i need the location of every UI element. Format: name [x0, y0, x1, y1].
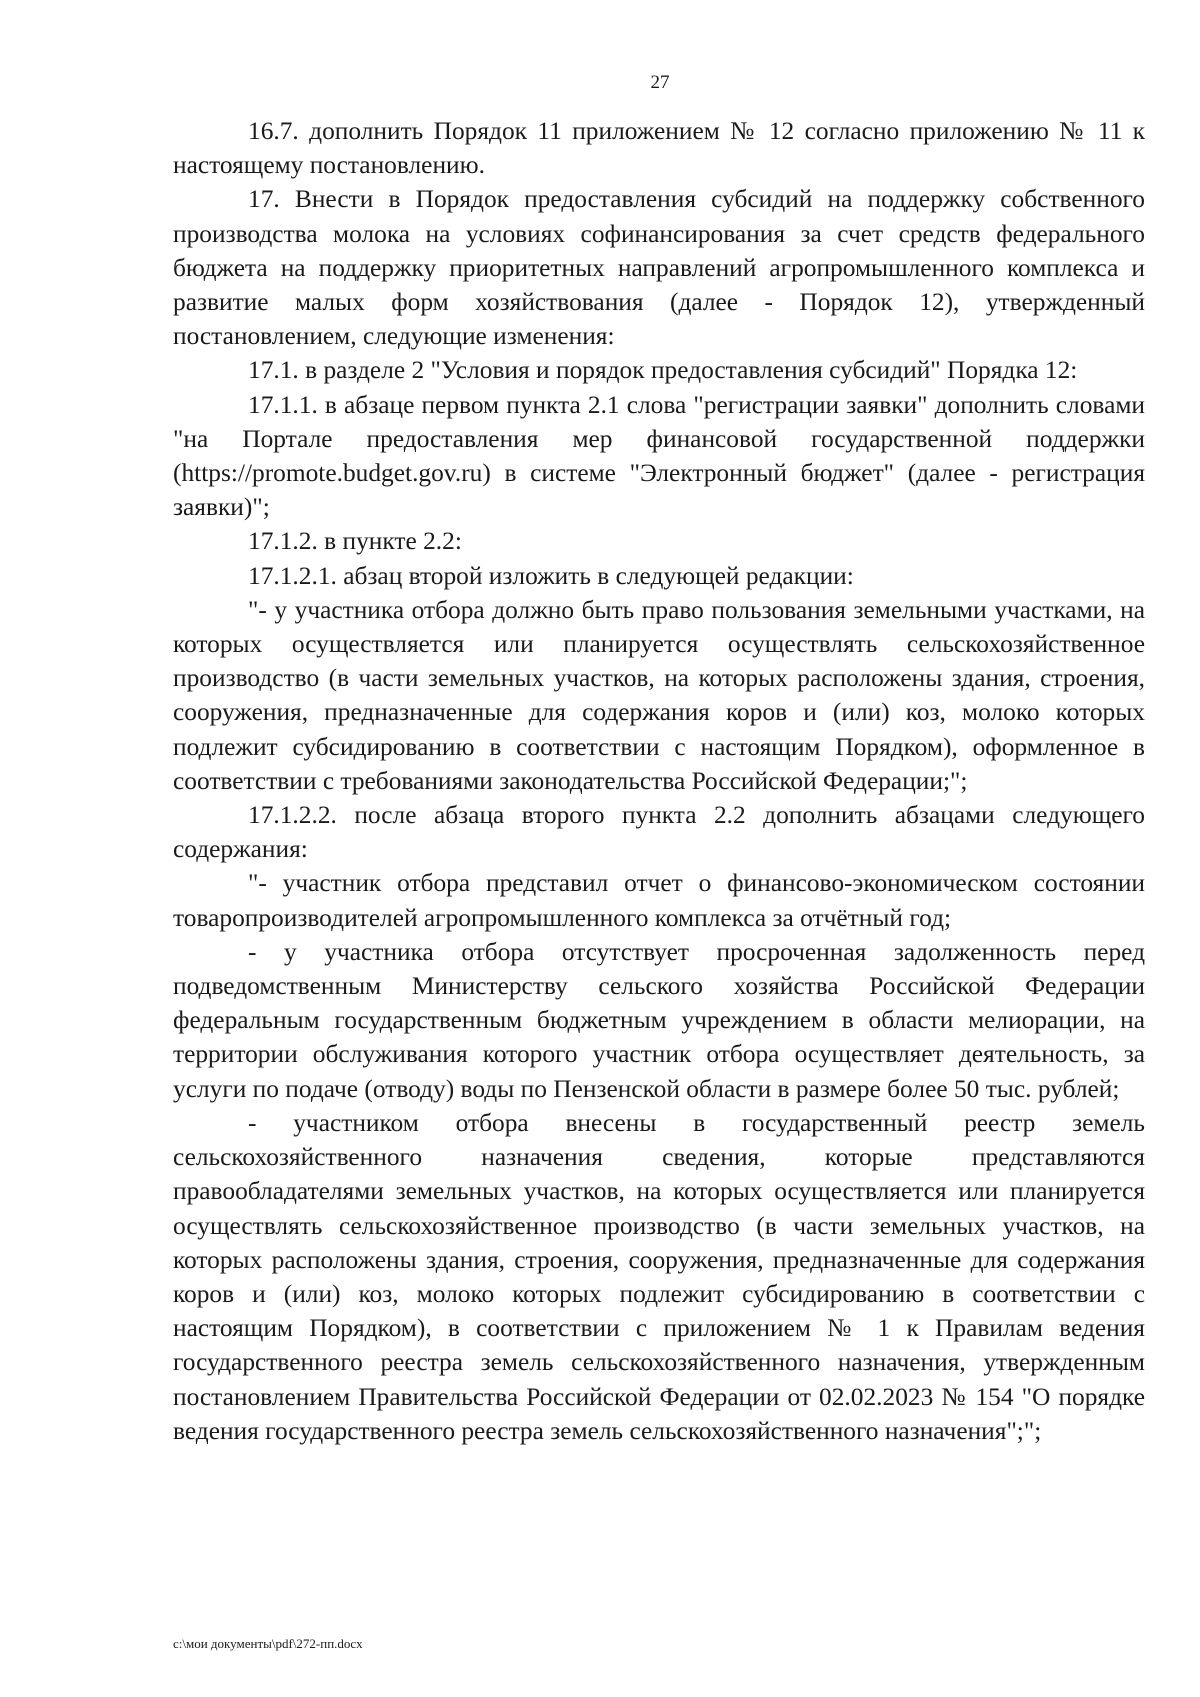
- paragraph-17-1-2: 17.1.2. в пункте 2.2:: [248, 527, 462, 556]
- paragraph-land-use-right: "- у участника отбора должно быть право пользования земельными участками, на которых осуществляется или планируется осуществлять сельскохозяйственное производство (в части земельных участков, на которых расположены здания, строения, сооружения, предназначенные для содержания коров и (или) коз, молоко которых подлежит субсидированию в соответствии с настоящим Порядком), оформленное в соответствии с требованиями законодательства Российской Федерации;";: [173, 595, 1145, 795]
- paragraph-17-1: 17.1. в разделе 2 "Условия и порядок предоставления субсидий" Порядка 12:: [248, 356, 1078, 385]
- paragraph-17-1-1: 17.1.1. в абзаце первом пункта 2.1 слова "регистрации заявки" дополнить словами "на Портале предоставления мер финансовой государственной поддержки (https://promote.budget.gov.ru) в системе "Электронный бюджет" (далее - регистрация заявки)";: [173, 390, 1145, 522]
- paragraph-land-registry: - участником отбора внесены в государственный реестр земель сельскохозяйственного назначения сведения, которые представляются правообладателями земельных участков, на которых осуществляется или планируется осуществлять сельскохозяйственное производство (в части земельных участков, на которых расположены здания, строения, сооружения, предназначенные для содержания коров и (или) коз, молоко которых подлежит субсидированию в соответствии с настоящим Порядком), в соответствии с приложением № 1 к Правилам ведения государственного реестра земель сельскохозяйственного назначения, утвержденным постановлением Правительства Российской Федерации от 02.02.2023 № 154 "О порядке ведения государственного реестра земель сельскохозяйственного назначения";";: [173, 1108, 1145, 1445]
- paragraph-17-1-2-1: 17.1.2.1. абзац второй изложить в следующей редакции:: [248, 561, 854, 590]
- page-number: 27: [650, 72, 670, 93]
- footer-file-path: c:\мои документы\pdf\272-пп.docx: [173, 1636, 363, 1651]
- document-body: [173, 114, 1145, 1448]
- paragraph-17: 17. Внести в Порядок предоставления субсидий на поддержку собственного производства молока на условиях софинансирования за счет средств федерального бюджета на поддержку приоритетных направлений агропромышленного комплекса и развитие малых форм хозяйствования (далее - Порядок 12), утвержденный постановлением, следующие изменения:: [173, 185, 1145, 351]
- paragraph-financial-report: "- участник отбора представил отчет о финансово-экономическом состоянии товаропроизводителей агропромышленного комплекса за отчётный год;: [173, 869, 1145, 932]
- paragraph-16-7: 16.7. дополнить Порядок 11 приложением № 12 согласно приложению № 11 к настоящему постановлению.: [173, 117, 1145, 180]
- paragraph-no-overdue-debt: - у участника отбора отсутствует просроченная задолженность перед подведомственным Министерству сельского хозяйства Российской Федерации федеральным государственным бюджетным учреждением в области мелиорации, на территории обслуживания которого участник отбора осуществляет деятельность, за услуги по подаче (отводу) воды по Пензенской области в размере более 50 тыс. рублей;: [173, 937, 1145, 1103]
- paragraph-17-1-2-2: 17.1.2.2. после абзаца второго пункта 2.2 дополнить абзацами следующего содержания:: [173, 801, 1145, 864]
